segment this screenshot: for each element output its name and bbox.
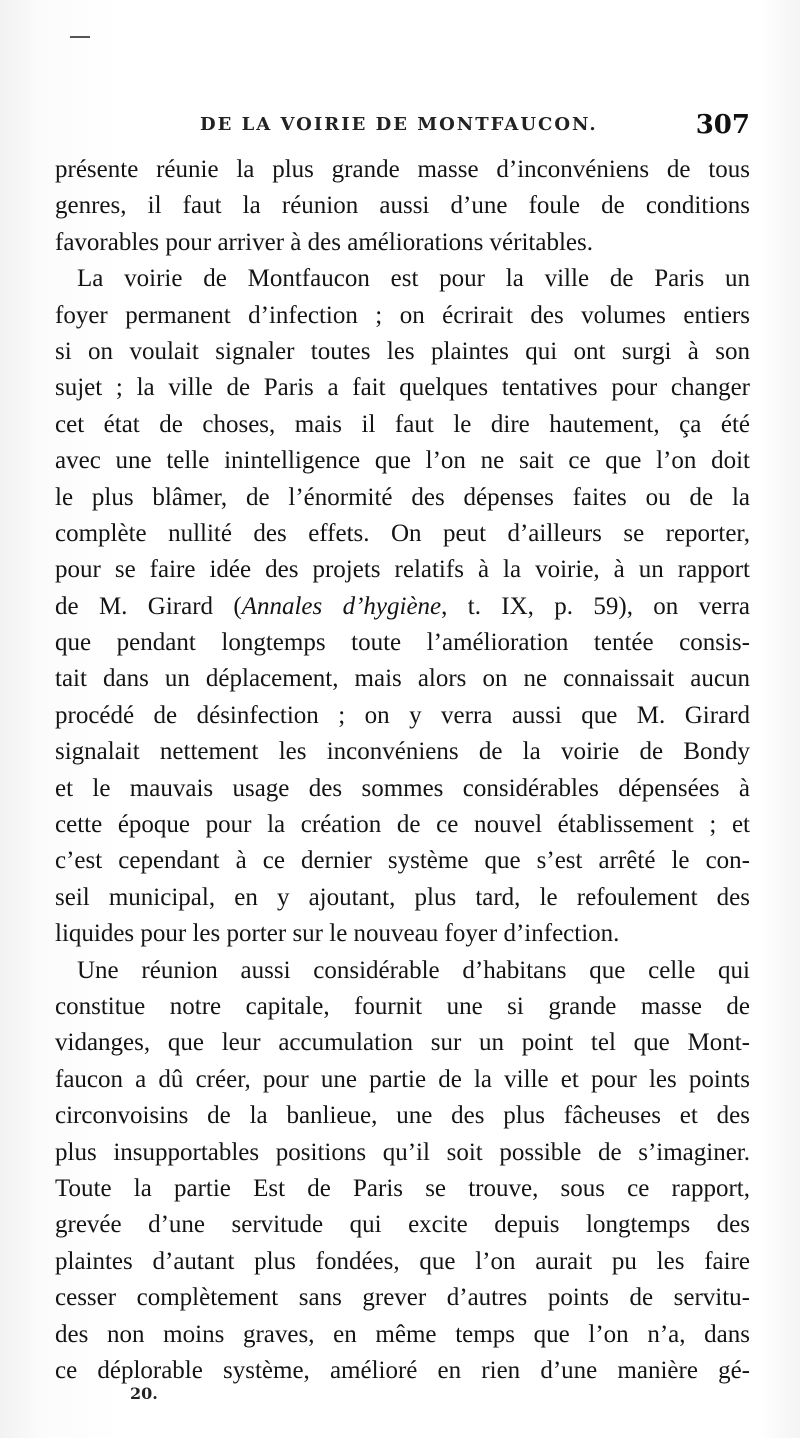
text-line: faucon a dû créer, pour une partie de la ville et pour les points xyxy=(55,1065,750,1093)
text-line: grevée d’une servitude qui excite depuis longtemps des xyxy=(55,1211,750,1239)
text-line: vidanges, que leur accumulation sur un point tel que Mont- xyxy=(55,1029,750,1057)
text-line: et le mauvais usage des sommes considérables dépensées à xyxy=(55,774,750,802)
text-line: cesser complètement sans grever d’autres points de servitu- xyxy=(55,1284,750,1312)
text-line: des non moins graves, en même temps que l’on n’a, dans xyxy=(55,1320,750,1348)
text-line: cet état de choses, mais il faut le dire hautement, ça été xyxy=(55,410,750,438)
text-line: que pendant longtemps toute l’amélioration tentée consis- xyxy=(55,629,750,657)
text-line: c’est cependant à ce dernier système que s’est arrêté le con- xyxy=(55,847,750,875)
page-number: 307 xyxy=(695,110,750,140)
running-title: DE LA VOIRIE DE MONTFAUCON. xyxy=(200,114,598,135)
signature-mark: 20. xyxy=(130,1384,158,1403)
text-line: Toute la partie Est de Paris se trouve, sous ce rapport, xyxy=(55,1174,750,1202)
text-line: plaintes d’autant plus fondées, que l’on aurait pu les faire xyxy=(55,1247,750,1275)
text-line: Une réunion aussi considérable d’habitans que celle qui xyxy=(77,956,750,984)
page-edge-mark xyxy=(70,36,90,38)
italic-reference: Annales d’hygiène xyxy=(241,592,442,620)
text-line: favorables pour arriver à des améliorations véritables. xyxy=(55,228,593,256)
body-text xyxy=(55,152,750,1389)
text-line: avec une telle inintelligence que l’on ne sait ce que l’on doit xyxy=(55,447,750,475)
text-line: pour se faire idée des projets relatifs à la voirie, à un rapport xyxy=(55,556,750,584)
text-line: sujet ; la ville de Paris a fait quelques tentatives pour changer xyxy=(55,374,750,402)
text-line: seil municipal, en y ajoutant, plus tard, le refoulement des xyxy=(55,883,750,911)
ref-lead: de M. Girard ( xyxy=(55,592,242,620)
text-line: présente réunie la plus grande masse d’inconvéniens de tous xyxy=(55,156,750,183)
text-line: foyer permanent d’infection ; on écrirait des volumes entiers xyxy=(55,301,750,329)
text-line-with-reference xyxy=(55,589,750,625)
text-line: plus insupportables positions qu’il soit possible de s’imaginer. xyxy=(55,1138,750,1166)
text-line: liquides pour les porter sur le nouveau foyer d’infection. xyxy=(55,920,620,948)
text-line: complète nullité des effets. On peut d’ailleurs se reporter, xyxy=(55,519,750,547)
text-line: constitue notre capitale, fournit une si grande masse de xyxy=(55,992,750,1020)
text-line: tait dans un déplacement, mais alors on ne connaissait aucun xyxy=(55,665,750,693)
text-line: cette époque pour la création de ce nouvel établissement ; et xyxy=(55,811,750,839)
text-line: signalait nettement les inconvéniens de la voirie de Bondy xyxy=(55,738,750,766)
text-line: procédé de désinfection ; on y verra aussi que M. Girard xyxy=(55,701,750,729)
text-line: si on voulait signaler toutes les plaintes qui ont surgi à son xyxy=(55,337,750,365)
text-line: ce déplorable système, amélioré en rien d’une manière gé- xyxy=(55,1356,750,1384)
running-head xyxy=(60,110,750,150)
text-line: La voirie de Montfaucon est pour la ville de Paris un xyxy=(77,265,750,293)
ref-tail: , t. IX, p. 59), on verra xyxy=(441,592,750,620)
text-line: circonvoisins de la banlieue, une des plus fâcheuses et des xyxy=(55,1102,750,1130)
text-line: genres, il faut la réunion aussi d’une foule de conditions xyxy=(55,192,750,220)
text-line: le plus blâmer, de l’énormité des dépenses faites ou de la xyxy=(55,483,750,511)
